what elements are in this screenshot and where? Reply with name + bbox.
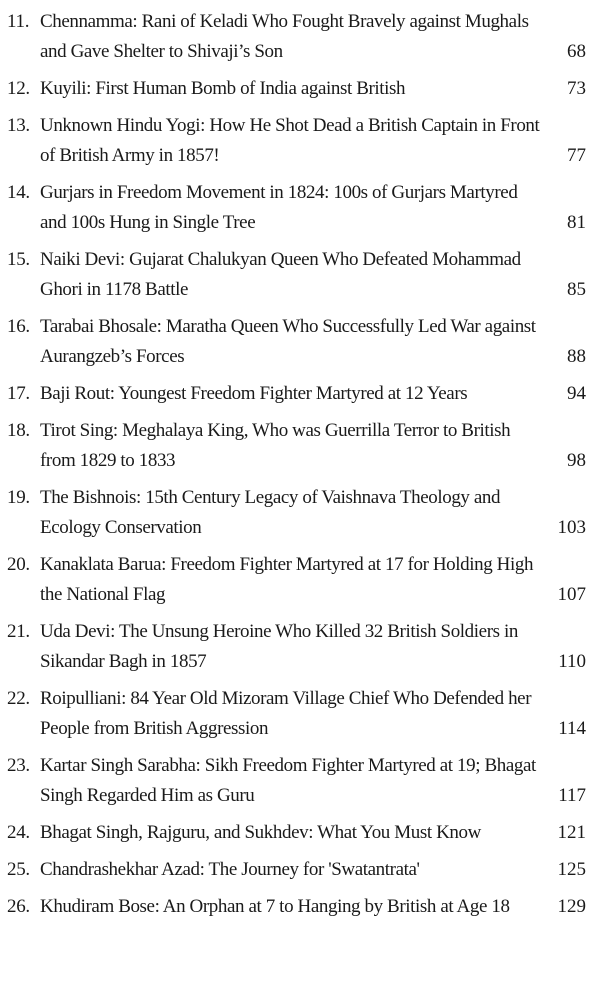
page-number: 114 [558,718,586,739]
toc-entry [0,550,600,610]
chapter-title: Bhagat Singh, Rajguru, and Sukhdev: What You Must Know [40,822,481,843]
page-number: 85 [567,279,586,300]
chapter-title: The Bishnois: 15th Century Legacy of Vaishnava Theology and Ecology Conservation [40,487,501,538]
page-number: 129 [557,896,586,917]
toc-entry [0,245,600,305]
page-number: 73 [567,78,586,99]
page-number: 88 [567,346,586,367]
page-number: 68 [567,41,586,62]
toc-entry [0,178,600,238]
chapter-number: 11. [7,11,30,32]
chapter-number: 19. [7,487,30,508]
chapter-number: 18. [7,420,30,441]
chapter-number: 24. [7,822,30,843]
chapter-title: Kartar Singh Sarabha: Sikh Freedom Fighter Martyred at 19; Bhagat Singh Regarded Him as Guru [40,755,536,806]
chapter-number: 23. [7,755,30,776]
chapter-number: 20. [7,554,30,575]
toc-entry [0,617,600,677]
toc-entry [0,111,600,171]
chapter-title: Uda Devi: The Unsung Heroine Who Killed 32 British Soldiers in Sikandar Bagh in 1857 [40,621,518,672]
toc-entry [0,379,600,409]
chapter-title: Kanaklata Barua: Freedom Fighter Martyred at 17 for Holding High the National Flag [40,554,534,605]
chapter-title: Tirot Sing: Meghalaya King, Who was Guerrilla Terror to British from 1829 to 1833 [40,420,511,471]
page-number: 98 [567,450,586,471]
chapter-title: Tarabai Bhosale: Maratha Queen Who Successfully Led War against Aurangzeb’s Forces [40,316,536,367]
chapter-title: Kuyili: First Human Bomb of India against British [40,78,406,99]
page-number: 110 [558,651,586,672]
chapter-title: Gurjars in Freedom Movement in 1824: 100s of Gurjars Martyred and 100s Hung in Single Tree [40,182,518,233]
toc-entry [0,74,600,104]
chapter-title: Chennamma: Rani of Keladi Who Fought Bravely against Mughals and Gave Shelter to Shivaji’s Son [40,11,529,62]
toc-entry [0,312,600,372]
chapter-number: 16. [7,316,30,337]
toc-entry [0,7,600,67]
chapter-number: 22. [7,688,30,709]
chapter-title: Unknown Hindu Yogi: How He Shot Dead a British Captain in Front of British Army in 1857! [40,115,540,166]
toc-entry [0,855,600,885]
page-number: 81 [567,212,586,233]
page-number: 117 [558,785,586,806]
toc-entry [0,892,600,922]
page-number: 107 [557,584,586,605]
page-number: 125 [557,859,586,880]
page-number: 103 [557,517,586,538]
chapter-number: 12. [7,78,30,99]
page-number: 77 [567,145,586,166]
chapter-number: 17. [7,383,30,404]
toc-entry [0,751,600,811]
toc-entry [0,483,600,543]
toc-entry [0,416,600,476]
chapter-title: Khudiram Bose: An Orphan at 7 to Hanging by British at Age 18 [40,896,510,917]
page-number: 121 [557,822,586,843]
chapter-title: Naiki Devi: Gujarat Chalukyan Queen Who Defeated Mohammad Ghori in 1178 Battle [40,249,521,300]
chapter-number: 21. [7,621,30,642]
chapter-title: Chandrashekhar Azad: The Journey for 'Swatantrata' [40,859,420,880]
chapter-number: 26. [7,896,30,917]
page-number: 94 [567,383,586,404]
chapter-title: Roipulliani: 84 Year Old Mizoram Village Chief Who Defended her People from British Aggression [40,688,532,739]
toc-entry [0,684,600,744]
chapter-number: 25. [7,859,30,880]
chapter-title: Baji Rout: Youngest Freedom Fighter Martyred at 12 Years [40,383,468,404]
toc-entry [0,818,600,848]
chapter-number: 15. [7,249,30,270]
chapter-number: 14. [7,182,30,203]
chapter-number: 13. [7,115,30,136]
